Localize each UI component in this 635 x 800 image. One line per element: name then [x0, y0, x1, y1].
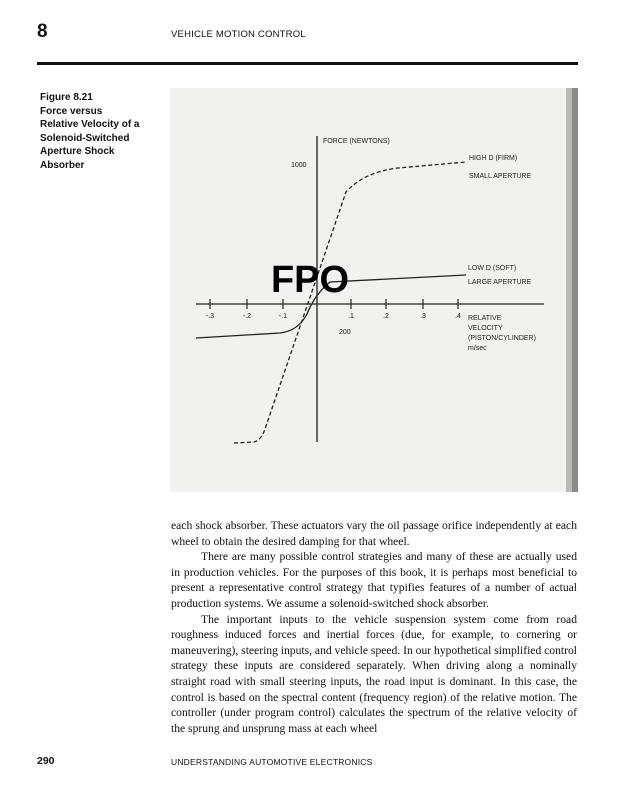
- x-tick-label: .1: [348, 313, 354, 320]
- chapter-number: 8: [37, 21, 48, 42]
- caption-line: Absorber: [40, 159, 85, 171]
- x-tick-label: -.1: [278, 313, 288, 320]
- y-tick-label: 1000: [291, 162, 307, 169]
- body-paragraph: The important inputs to the vehicle suspension system come from road roughness induced forces and inertial forces (due, for example, to cornering or maneuvering), steering inputs, and vehicle speed. In our hypothetical simplified control strategy these inputs are considered separately. When driving along a nominally straight road with small steering inputs, the road input is dominant. In this case, the control is based on the spectral content (frequency region) of the relative motion. The controller (under program control) calculates the spectrum of the relative velocity of the sprung and unsprung mass at each wheel: [171, 612, 577, 735]
- body-paragraph: There are many possible control strategies and many of these are actually used in production vehicles. For the purposes of this book, it is perhaps most beneficial to present a representative control strategy that typifies features of a number of actual production systems. We assume a solenoid-switched shock absorber.: [171, 550, 577, 610]
- caption-line: Relative Velocity of a: [40, 119, 140, 130]
- page-number: 290: [37, 755, 55, 767]
- body-paragraph: each shock absorber. These actuators vary the oil passage orifice independently at each wheel to obtain the desired damping for that wheel.: [171, 519, 577, 548]
- caption-line: Solenoid-Switched: [40, 132, 130, 144]
- x-axis-label-line: (PISTON/CYLINDER): [468, 335, 536, 342]
- footer-book-title: UNDERSTANDING AUTOMOTIVE ELECTRONICS: [171, 757, 373, 767]
- x-tick-label: .4: [455, 313, 461, 320]
- x-tick-label: .2: [383, 313, 389, 320]
- caption-line: Aperture Shock: [40, 146, 115, 157]
- header-rule: [37, 62, 578, 65]
- caption-line: Force versus: [40, 105, 103, 117]
- x-axis-label-line: VELOCITY: [468, 325, 503, 332]
- curve-low-label-line: LOW D (SOFT): [468, 265, 517, 272]
- x-axis-label-line: m/sec: [468, 345, 487, 352]
- caption-line: Figure 8.21: [40, 92, 93, 103]
- curve-low-label-line: LARGE APERTURE: [468, 279, 532, 286]
- y-axis-label: FORCE (NEWTONS): [323, 138, 390, 145]
- figure-background: [170, 88, 578, 492]
- curve-high-label-line: HIGH D (FIRM): [469, 155, 518, 162]
- x-tick-label: -.2: [242, 313, 252, 320]
- figure-force-velocity: [170, 88, 578, 492]
- scan-edge-dark: [572, 88, 578, 492]
- running-head: VEHICLE MOTION CONTROL: [171, 29, 306, 40]
- x-tick-label: -.3: [205, 313, 215, 320]
- x-axis-label-line: RELATIVE: [468, 315, 502, 322]
- body-text: [171, 518, 577, 736]
- fpo-placeholder: FPO: [270, 259, 350, 301]
- x-tick-label: .3: [420, 313, 426, 320]
- figure-caption: [40, 91, 160, 172]
- figure-graph: [170, 88, 578, 492]
- below-axis-label: 200: [339, 329, 351, 336]
- curve-high-label-line: SMALL APERTURE: [469, 173, 532, 180]
